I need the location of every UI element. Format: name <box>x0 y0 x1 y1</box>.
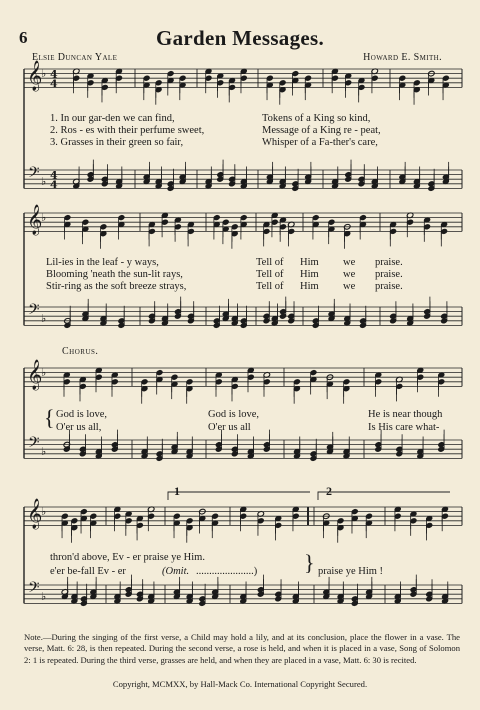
hymn-title: Garden Messages. <box>155 26 325 50</box>
chorus-line2-a: O'er us all, <box>56 422 102 433</box>
first-ending-bracket <box>168 492 310 500</box>
chorus-line1-c: He is near though <box>368 409 443 420</box>
chorus-line1-b: God is love, <box>208 409 260 420</box>
verse3-praise: praise. <box>375 281 403 292</box>
chorus-line1-a: God is love, <box>56 409 108 420</box>
bass-clef-icon: 𝄢 <box>28 579 40 600</box>
verse1-tell-of: Tell of <box>256 257 284 268</box>
verse1-line2-lyric: Lil-ies in the leaf - y ways, <box>46 257 159 268</box>
page-number: 6 <box>19 28 28 47</box>
treble-clef-icon: 𝄞 <box>27 499 43 529</box>
second-ending-label: 2 <box>326 484 332 498</box>
first-ending-label: 1 <box>174 484 180 498</box>
chorus-end-line1: thron'd above, Ev - er praise ye Him. <box>50 552 205 563</box>
flat-sign-icon: ♭ <box>41 312 47 325</box>
time-signature-top: 4 <box>50 169 58 182</box>
second-ending-bracket <box>318 492 450 500</box>
flat-sign-icon: ♭ <box>41 366 47 379</box>
time-signature-bottom: 4 <box>50 77 58 91</box>
verse1-we: we <box>343 257 356 268</box>
verse3-we: we <box>343 281 356 292</box>
verse1-him: Him <box>300 257 319 268</box>
verse3-him: Him <box>300 281 319 292</box>
verse2-line1-lyric: 2. Ros - es with their perfume sweet, <box>50 125 205 136</box>
chorus-brace-left: { <box>44 405 55 430</box>
bass-clef-icon: 𝄢 <box>28 301 40 322</box>
treble-clef-icon: 𝄞 <box>27 61 43 91</box>
ending-brace: } <box>304 550 315 575</box>
composer-credit: Howard E. Smith. <box>363 52 442 63</box>
verse1-line1-lyric: 1. In our gar-den we can find, <box>50 113 175 124</box>
treble-clef-icon: 𝄞 <box>27 360 43 390</box>
flat-sign-icon: ♭ <box>41 505 47 518</box>
verse3-line2-lyric: Stir-ring as the soft breeze strays, <box>46 281 187 292</box>
flat-sign-icon: ♭ <box>41 590 47 603</box>
verse2-line1-lyric-cont: Message of a King re - peat, <box>262 125 381 136</box>
verse1-line1-lyric-cont: Tokens of a King so kind, <box>262 113 371 124</box>
chorus-line2-c: Is His care what- <box>368 422 440 433</box>
bass-clef-icon: 𝄢 <box>28 434 40 455</box>
performance-note: Note.—During the singing of the first verse, a Child may hold a lily, and at its conclusion, place the flower in a vase. The verse, Matt. 6: 28, is then repeated. During the second verse, a rose is held, and when it is placed in a vase, Song of Solomon 2: 1 is repeated. During the third verse, grasses are held, and when they are placed in a vase, Matt. 6: 30 is recited. <box>24 632 460 665</box>
flat-sign-icon: ♭ <box>41 67 47 80</box>
verse2-we: we <box>343 269 356 280</box>
verse2-tell-of: Tell of <box>256 269 284 280</box>
flat-sign-icon: ♭ <box>41 445 47 458</box>
verse2-him: Him <box>300 269 319 280</box>
verse2-praise: praise. <box>375 269 403 280</box>
chorus-label: Chorus. <box>62 346 99 357</box>
bass-clef-icon: 𝄢 <box>28 164 40 185</box>
chorus-end-line2-start: e'er be-fall Ev - er <box>50 566 126 577</box>
time-signature-top: 4 <box>50 68 58 81</box>
flat-sign-icon: ♭ <box>41 175 47 188</box>
verse3-tell-of: Tell of <box>256 281 284 292</box>
author-credit: Elsie Duncan Yale <box>32 52 118 63</box>
omit-dots: ......................) <box>196 566 258 577</box>
verse3-line1-lyric: 3. Grasses in their green so fair, <box>50 137 184 148</box>
verse3-line1-lyric-cont: Whisper of a Fa-ther's care, <box>262 137 378 148</box>
verse1-praise: praise. <box>375 257 403 268</box>
omit-marker: (Omit. <box>162 566 190 577</box>
copyright-line: Copyright, MCMXX, by Hall-Mack Co. International Copyright Secured. <box>112 679 368 689</box>
flat-sign-icon: ♭ <box>41 211 47 224</box>
verse2-line2-lyric: Blooming 'neath the sun-lit rays, <box>46 269 183 280</box>
chorus-line2-b: O'er us all <box>208 422 251 433</box>
treble-clef-icon: 𝄞 <box>27 205 43 235</box>
chorus-end-line2-end: praise ye Him ! <box>318 566 384 577</box>
time-signature-bottom: 4 <box>50 178 58 192</box>
